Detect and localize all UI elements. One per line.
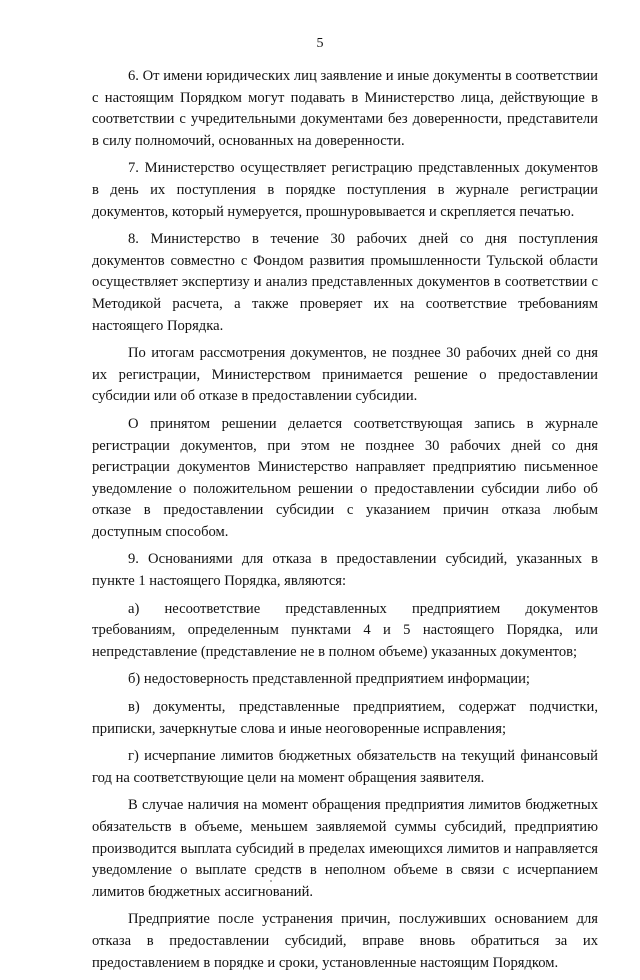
list-item-b: б) недостоверность представленной предприятием информации;: [128, 671, 530, 688]
paragraph-reapply: Предприятие после устранения причин, послуживших основанием для отказа в предоставлении субсидий, вправе вновь обратиться за их предоставлением в порядке и сроки, установленные настоящим Порядком.: [92, 911, 598, 971]
paragraph-limits: В случае наличия на момент обращения предприятия лимитов бюджетных обязательств в объеме, меньшем заявляемой суммы субсидий, предприятию производится выплата субсидий в пределах имеющихся лимитов и направляется уведомление о выплате средств в неполном объеме в связи с исчерпанием лимитов бюджетных ассигнований.: [92, 797, 598, 900]
list-item-g: г) исчерпание лимитов бюджетных обязательств на текущий финансовый год на соответствующие цели на момент обращения заявителя.: [92, 748, 598, 786]
page-number: 5: [316, 36, 324, 51]
scan-artifact-dot: [270, 880, 272, 882]
list-item-a: а) несоответствие представленных предприятием документов требованиям, определенным пунктами 4 и 5 настоящего Порядка, или непредставление (представление не в полном объеме) указанных документов;: [92, 600, 598, 660]
paragraph-7: 7. Министерство осуществляет регистрацию представленных документов в день их поступления в порядке поступления в журнале регистрации документов, который нумеруется, прошнуровывается и скрепляется печатью.: [92, 160, 598, 220]
paragraph-review-results: По итогам рассмотрения документов, не позднее 30 рабочих дней со дня их регистрации, Министерством принимается решение о предоставлении субсидии или об отказе в предоставлении субсидии.: [92, 345, 598, 405]
list-item-v: в) документы, представленные предприятием, содержат подчистки, приписки, зачеркнутые слова и иные неоговоренные исправления;: [92, 699, 598, 737]
paragraph-6: 6. От имени юридических лиц заявление и иные документы в соответствии с настоящим Порядком могут подавать в Министерство лица, действующие в соответствии с учредительными документами без доверенности, представители в силу полномочий, основанных на доверенности.: [92, 68, 598, 149]
paragraph-9: 9. Основаниями для отказа в предоставлении субсидий, указанных в пункте 1 настоящего Порядка, являются:: [92, 551, 598, 590]
paragraph-decision-record: О принятом решении делается соответствующая запись в журнале регистрации документов, при этом не позднее 30 рабочих дней со дня регистрации документов Министерство направляет предприятию письменное уведомление о положительном решении о предоставлении субсидии либо об отказе в предоставлении субсидии с указанием причин отказа любым доступным способом.: [92, 415, 598, 540]
paragraph-8: 8. Министерство в течение 30 рабочих дней со дня поступления документов совместно с Фондом развития промышленности Тульской области осуществляет экспертизу и анализ представленных документов в соответствии с Методикой расчета, а также проверяет их на соответствие требованиям настоящего Порядка.: [92, 231, 598, 334]
document-body: [92, 66, 598, 980]
